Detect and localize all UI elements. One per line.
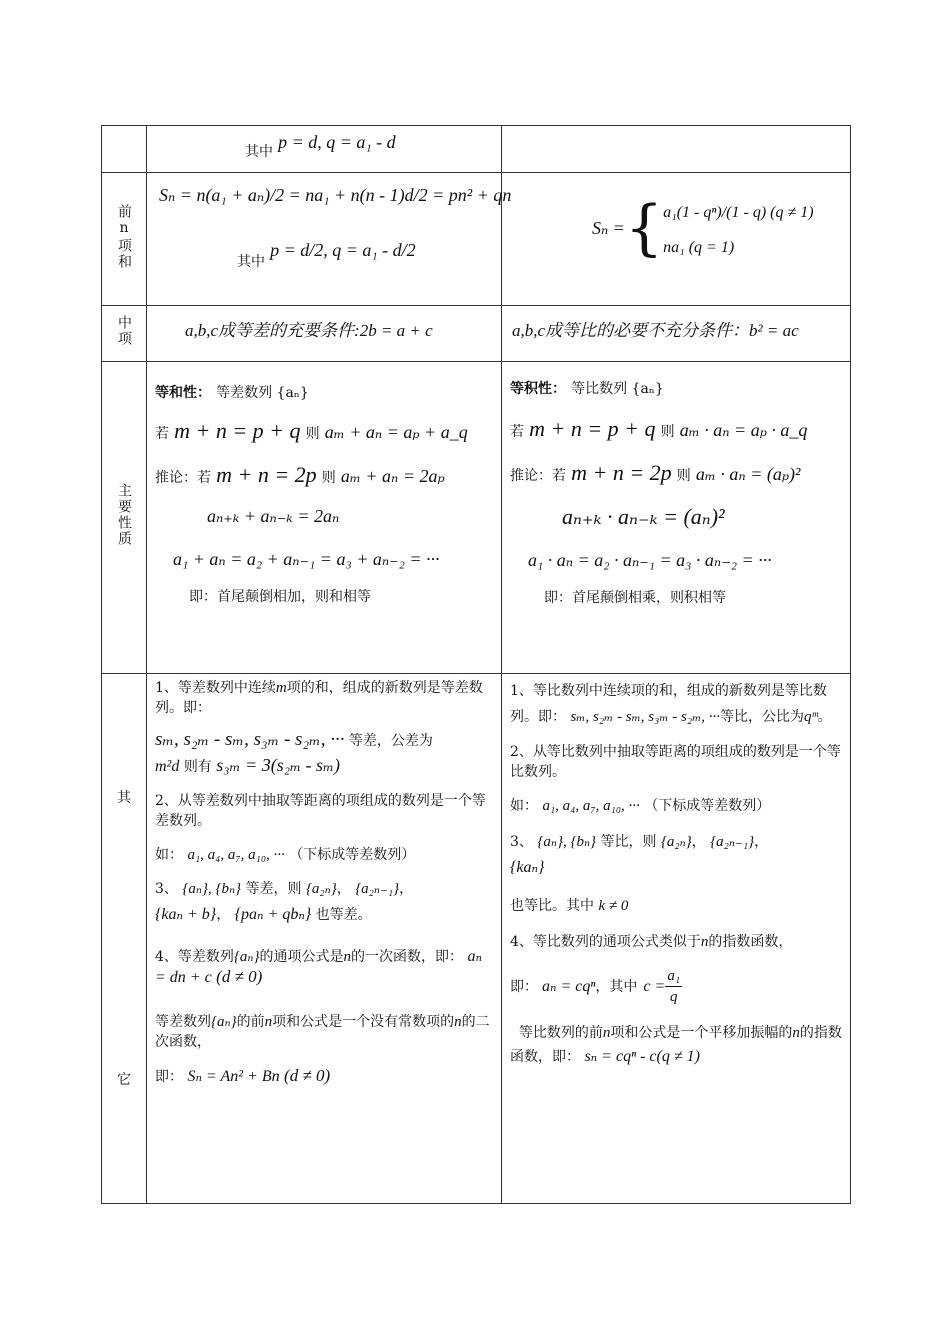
item-4-formula xyxy=(502,952,850,1007)
formula-cor-cond: m + n = 2p xyxy=(571,460,672,485)
text-p4a: 4、等差数列 xyxy=(155,949,234,965)
fraction-denominator: q xyxy=(669,989,678,1005)
item-5 xyxy=(502,1007,850,1069)
text-p5b: 的前 xyxy=(236,1014,265,1030)
cell-geo-term xyxy=(502,126,851,173)
item-5 xyxy=(147,988,501,1052)
brace-symbol: { xyxy=(624,193,664,263)
row-label xyxy=(102,126,147,173)
row-label-text: 前n项和 xyxy=(116,203,132,270)
formula-an-linear: aₙ = dn + c xyxy=(155,948,482,986)
text-geo-seq: 等比数列 {aₙ} xyxy=(571,381,664,397)
text-comma: ， xyxy=(399,881,414,897)
text-note: 即：首尾颠倒相乘，则积相等 xyxy=(544,590,726,606)
item-3 xyxy=(502,816,850,852)
text-p5e: 即： xyxy=(155,1069,183,1085)
text-p3g: 也等差。 xyxy=(315,907,372,923)
text-p1e: 则有 xyxy=(183,759,212,775)
text-p5c: 的指数函数，即： xyxy=(510,1025,842,1065)
item-2: 2、从等比数列中抽取等距离的项组成的数列是一个等比数列。 xyxy=(510,744,841,780)
formula-an-bn: {aₙ}, {bₙ} xyxy=(537,834,597,850)
text-p1b: 等比，公比为 xyxy=(720,709,805,725)
formula-result: aₘ · aₙ = aₚ · a_q xyxy=(679,420,808,440)
text-note: 即：首尾颠倒相加，则和相等 xyxy=(189,589,371,605)
var-n: n xyxy=(700,934,709,950)
text-corollary: 推论：若 xyxy=(510,468,566,484)
text-then: 则 xyxy=(660,424,675,440)
item-1-result xyxy=(147,751,501,777)
formula-d-nonzero: (d ≠ 0) xyxy=(216,967,263,986)
text-qizhong: 其中 xyxy=(245,144,273,160)
var-n: n xyxy=(792,1025,800,1041)
cell-geo-others xyxy=(502,674,851,1204)
row-label-middle xyxy=(102,306,147,362)
item-3-cont xyxy=(147,899,501,925)
item-3 xyxy=(147,865,501,899)
formula-geo-case2: na₁ (q = 1) xyxy=(663,239,735,256)
text-corollary: 推论：若 xyxy=(155,470,211,486)
formula-s3m: s₃ₘ = 3(s₂ₘ - sₘ) xyxy=(216,755,341,775)
text-then: 则 xyxy=(305,426,320,442)
text-p1a: 1、等比数列中连续项的和，组成的新数列是等比数列。即： xyxy=(510,683,827,725)
formula-sn-quadratic: Sₙ = An² + Bn xyxy=(187,1068,280,1085)
formula-a2n-1: {a₂ₙ₋₁} xyxy=(710,834,755,850)
text-p3a: 3、 xyxy=(155,881,178,897)
var-n: n xyxy=(343,949,351,965)
formula-example: a₁, a₄, a₇, a₁₀, ··· xyxy=(187,847,285,863)
text-period: 。 xyxy=(817,709,832,725)
table-row-sum xyxy=(102,173,851,306)
fraction-numerator: a₁ xyxy=(665,966,682,987)
item-2-example xyxy=(147,831,501,865)
text-eg: 如： xyxy=(510,798,538,814)
formula-kan: {kaₙ} xyxy=(510,859,545,876)
formula-a2n: {a₂ₙ} xyxy=(305,881,337,897)
table-row-others xyxy=(102,674,851,1204)
formula-m2d: m²d xyxy=(155,758,180,775)
formula-a2n: {a₂ₙ} xyxy=(660,834,692,850)
text-comma: ， xyxy=(216,907,231,923)
cell-arith-sum xyxy=(147,173,512,306)
text-p3b: 等比，则 xyxy=(600,834,657,850)
formula-geo-sum-lhs: Sₙ = xyxy=(592,217,625,238)
formula-partial-sums: sₘ, s₂ₘ - sₘ, s₃ₘ - s₂ₘ, ··· xyxy=(155,729,345,750)
item-2: 2、从等差数列中抽取等距离的项组成的数列是一个等差数列。 xyxy=(155,793,486,829)
formula-pan-qbn: {paₙ + qbₙ} xyxy=(234,906,312,923)
formula-geo-middle: a,b,c成等比的必要不充分条件：b² = ac xyxy=(512,321,799,340)
item-1 xyxy=(502,674,850,730)
formula-cor-cond: m + n = 2p xyxy=(216,462,317,487)
sequence-comparison-table xyxy=(101,125,851,1204)
var-m: m xyxy=(275,680,287,696)
text-p4c: 的一次函数，即： xyxy=(351,949,463,965)
cell-geo-middle xyxy=(502,306,851,362)
text-p5d: 的二次函数， xyxy=(155,1014,490,1050)
formula-an-exp: aₙ = cqⁿ xyxy=(542,977,596,995)
table-row-properties xyxy=(102,362,851,674)
text-p5a: 等比数列的前 xyxy=(518,1025,603,1041)
text-subscript-note: （下标成等差数列） xyxy=(644,798,771,814)
text-comma: ， xyxy=(754,834,769,850)
formula-result: aₘ + aₙ = aₚ + a_q xyxy=(324,422,468,442)
text-subscript-note: （下标成等差数列） xyxy=(289,847,416,863)
formula-an-bn: {aₙ}, {bₙ} xyxy=(182,881,242,897)
formula-cond: m + n = p + q xyxy=(174,418,301,443)
formula-arith-pq: p = d/2, q = a₁ - d/2 xyxy=(270,240,416,260)
table-row-general-term xyxy=(102,126,851,173)
formula-pq: p = d, q = a₁ - d xyxy=(278,132,396,152)
formula-c-eq: c = xyxy=(643,977,666,995)
row-label-properties xyxy=(102,362,147,674)
text-p1b: 项的和，组成的新数列是等差数列。即： xyxy=(155,680,483,716)
item-3-cont xyxy=(502,852,850,878)
item-4 xyxy=(147,925,501,988)
formula-partial-sums: sₘ, s₂ₘ - sₘ, s₃ₘ - s₂ₘ, ··· xyxy=(570,709,721,725)
formula-cor-result: aₘ + aₙ = 2aₚ xyxy=(340,466,445,486)
formula-eq3: aₙ₊ₖ · aₙ₋ₖ = (aₙ)² xyxy=(562,504,725,529)
text-p3a: 3、 xyxy=(510,834,533,850)
item-2-example xyxy=(502,782,850,816)
row-label-bottom: 它 xyxy=(117,1071,131,1088)
text-if: 若 xyxy=(155,426,169,442)
formula-an: {aₙ} xyxy=(211,1014,237,1030)
text-p1c: 等差，公差为 xyxy=(348,733,433,749)
cell-arith-others xyxy=(147,674,502,1204)
var-n: n xyxy=(454,1014,462,1030)
text-p3b: 等差，则 xyxy=(245,881,302,897)
formula-arith-middle: a,b,c成等差的充要条件:2b = a + c xyxy=(185,321,433,340)
title-dengJi: 等积性： xyxy=(510,381,566,397)
formula-d-nonzero: (d ≠ 0) xyxy=(284,1066,331,1085)
text-eg: 如： xyxy=(155,847,183,863)
var-n: n xyxy=(602,1025,611,1041)
text-p1a: 1、等差数列中连续 xyxy=(155,680,276,696)
fraction-a1-over-q xyxy=(665,966,682,1007)
formula-eq4: a₁ + aₙ = a₂ + aₙ₋₁ = a₃ + aₙ₋₂ = ··· xyxy=(173,549,440,569)
text-qizhong-2: 其中 xyxy=(237,254,265,270)
formula-eq3: aₙ₊ₖ + aₙ₋ₖ = 2aₙ xyxy=(207,506,340,526)
row-label-text: 主要性质 xyxy=(116,483,132,547)
item-1-formula xyxy=(147,718,501,751)
var-n: n xyxy=(264,1014,273,1030)
row-label-others xyxy=(102,674,147,1204)
text-then-2: 则 xyxy=(321,470,336,486)
cell-arith-properties xyxy=(147,362,502,674)
text-comma: ， xyxy=(691,834,706,850)
cell-arith-middle xyxy=(147,306,502,362)
item-4 xyxy=(502,916,850,952)
formula-kan-b: {kaₙ + b} xyxy=(155,906,217,923)
formula-cor-result: aₘ · aₙ = (aₚ)² xyxy=(695,464,801,484)
formula-eq4: a₁ · aₙ = a₂ · aₙ₋₁ = a₃ · aₙ₋₂ = ··· xyxy=(528,550,772,570)
formula-table-container xyxy=(101,125,849,1204)
text-p5a: 等差数列 xyxy=(155,1014,211,1030)
formula-qm: qᵐ xyxy=(804,709,818,725)
formula-example: a₁, a₄, a₇, a₁₀, ··· xyxy=(542,798,640,814)
text-p4b: 的通项公式是 xyxy=(259,949,344,965)
cell-geo-properties xyxy=(502,362,851,674)
text-p5b: 项和公式是一个平移加振幅的 xyxy=(610,1025,793,1041)
text-p5c: 项和公式是一个没有常数项的 xyxy=(272,1014,455,1030)
cell-geo-sum xyxy=(502,173,851,306)
text-p4a: 4、等比数列的通项公式类似于 xyxy=(510,934,701,950)
text-p3e: 也等比。其中 xyxy=(510,898,594,914)
item-1 xyxy=(147,674,501,718)
formula-cond: m + n = p + q xyxy=(529,416,656,441)
formula-arith-sum: Sₙ = n(a₁ + aₙ)/2 = na₁ + n(n - 1)d/2 = pn² + qn xyxy=(159,185,512,205)
cell-arith-term xyxy=(147,126,502,173)
item-5-formula xyxy=(147,1052,501,1087)
table-row-middle-term xyxy=(102,306,851,362)
formula-k-nonzero: k ≠ 0 xyxy=(598,898,629,914)
formula-an: {aₙ} xyxy=(233,949,260,965)
text-arith-seq: 等差数列 {aₙ} xyxy=(216,385,309,401)
row-label-sum xyxy=(102,173,147,306)
text-comma: ， xyxy=(336,881,351,897)
row-label-text: 中项 xyxy=(116,315,132,347)
text-p4b: 的指数函数， xyxy=(708,934,793,950)
title-dengHe: 等和性： xyxy=(155,385,211,401)
text-if: 若 xyxy=(510,424,524,440)
item-3-tail xyxy=(502,878,850,916)
formula-geo-case1: a₁(1 - qⁿ)/(1 - q) (q ≠ 1) xyxy=(663,204,814,221)
formula-sn-exp: sₙ = cqⁿ - c(q ≠ 1) xyxy=(584,1048,700,1065)
formula-a2n-1: {a₂ₙ₋₁} xyxy=(355,881,400,897)
text-p4d: ，其中 xyxy=(595,978,638,995)
text-p4c: 即： xyxy=(510,978,538,995)
text-then-2: 则 xyxy=(676,468,691,484)
row-label-top: 其 xyxy=(117,789,131,806)
